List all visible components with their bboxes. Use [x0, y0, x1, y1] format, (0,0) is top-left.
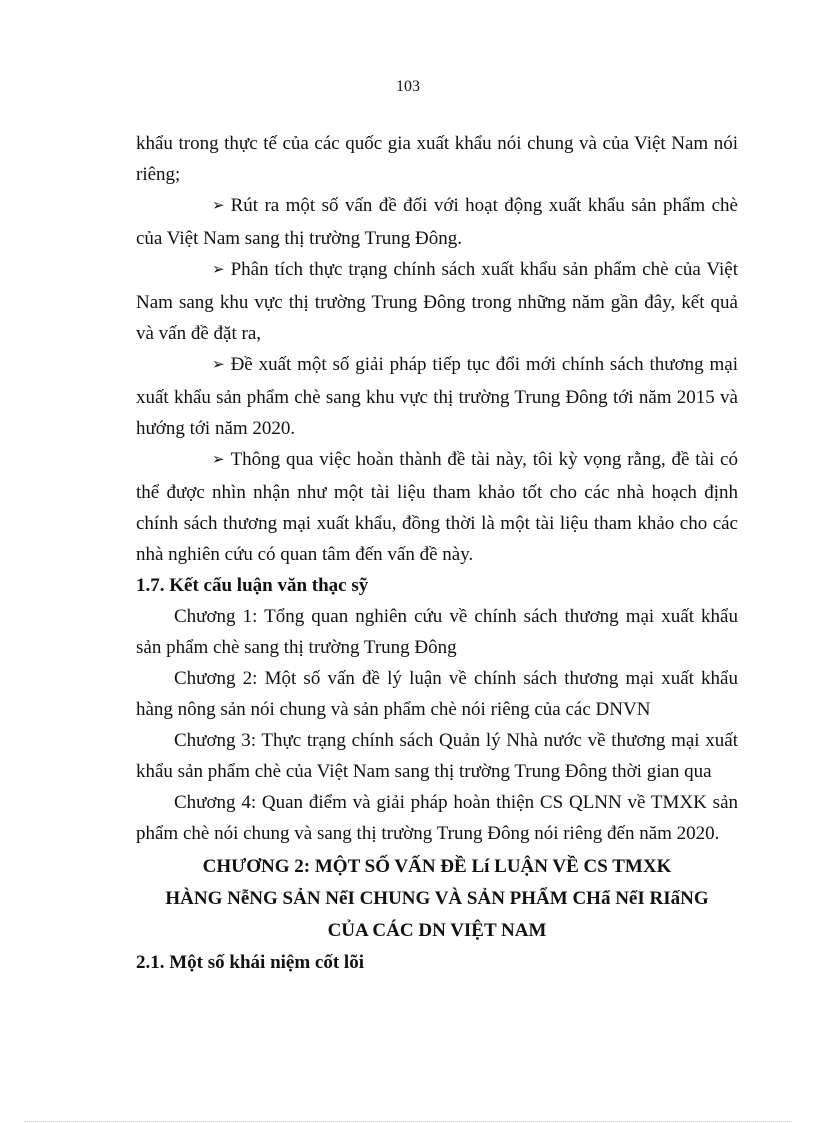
chapter-outline-item: Chương 1: Tổng quan nghiên cứu về chính sách thương mại xuất khẩu sản phẩm chè sang thị trường Trung Đông [136, 606, 738, 658]
chapter-outline-item: Chương 2: Một số vấn đề lý luận về chính sách thương mại xuất khẩu hàng nông sản nói chung và sản phẩm chè nói riêng của các DNVN [136, 668, 738, 720]
bullet-text: Đề xuất một số giải pháp tiếp tục đổi mới chính sách thương mại xuất khẩu sản phẩm chè sang khu vực thị trường Trung Đông tới năm 2015 và hướng tới năm 2020. [136, 354, 738, 439]
section-heading: 1.7. Kết cấu luận văn thạc sỹ [136, 575, 369, 596]
chapter-outline-item: Chương 3: Thực trạng chính sách Quản lý Nhà nước về thương mại xuất khẩu sản phẩm chè của Việt Nam sang thị trường Trung Đông thời gian qua [136, 730, 738, 782]
page-bottom-divider [24, 1121, 792, 1122]
chapter-title [136, 851, 738, 947]
bullet-item [136, 444, 738, 570]
bullet-text: Phân tích thực trạng chính sách xuất khẩu sản phẩm chè của Việt Nam sang khu vực thị trường Trung Đông trong những năm gần đây, kết quả và vấn đề đặt ra, [136, 259, 738, 344]
chapter-title-line: CỦA CÁC DN VIỆT NAM [327, 920, 547, 941]
page-number: 103 [396, 78, 420, 95]
chapter-title-line: CHƯƠNG 2: MỘT SỐ VẤN ĐỀ Lí LUẬN VỀ CS TMXK [202, 856, 672, 877]
bullet-item [136, 254, 738, 349]
page-body [136, 128, 738, 978]
chapter-title-line: HÀNG NễNG SẢN NểI CHUNG VÀ SẢN PHẨM CHẩ NểI RIấNG [165, 888, 709, 909]
bullet-text: Thông qua việc hoàn thành đề tài này, tôi kỳ vọng rằng, đề tài có thể được nhìn nhận như một tài liệu tham khảo tốt cho các nhà hoạch định chính sách thương mại xuất khẩu, đồng thời là một tài liệu tham khảo cho các nhà nghiên cứu có quan tâm đến vấn đề này. [136, 449, 738, 565]
arrowhead-bullet-icon: ➢ [212, 357, 225, 373]
section-heading: 2.1. Một số khái niệm cốt lõi [136, 952, 364, 973]
intro-paragraph: khẩu trong thực tế của các quốc gia xuất khẩu nói chung và của Việt Nam nói riêng; [136, 133, 738, 185]
chapter-outline-item: Chương 4: Quan điểm và giải pháp hoàn thiện CS QLNN về TMXK sản phẩm chè nói chung và sang thị trường Trung Đông nói riêng đến năm 2020. [136, 792, 738, 844]
bullet-text: Rút ra một số vấn đề đối với hoạt động xuất khẩu sản phẩm chè của Việt Nam sang thị trường Trung Đông. [136, 195, 738, 249]
bullet-item [136, 190, 738, 254]
arrowhead-bullet-icon: ➢ [212, 262, 225, 278]
bullet-item [136, 349, 738, 444]
arrowhead-bullet-icon: ➢ [212, 452, 225, 468]
arrowhead-bullet-icon: ➢ [212, 198, 225, 214]
